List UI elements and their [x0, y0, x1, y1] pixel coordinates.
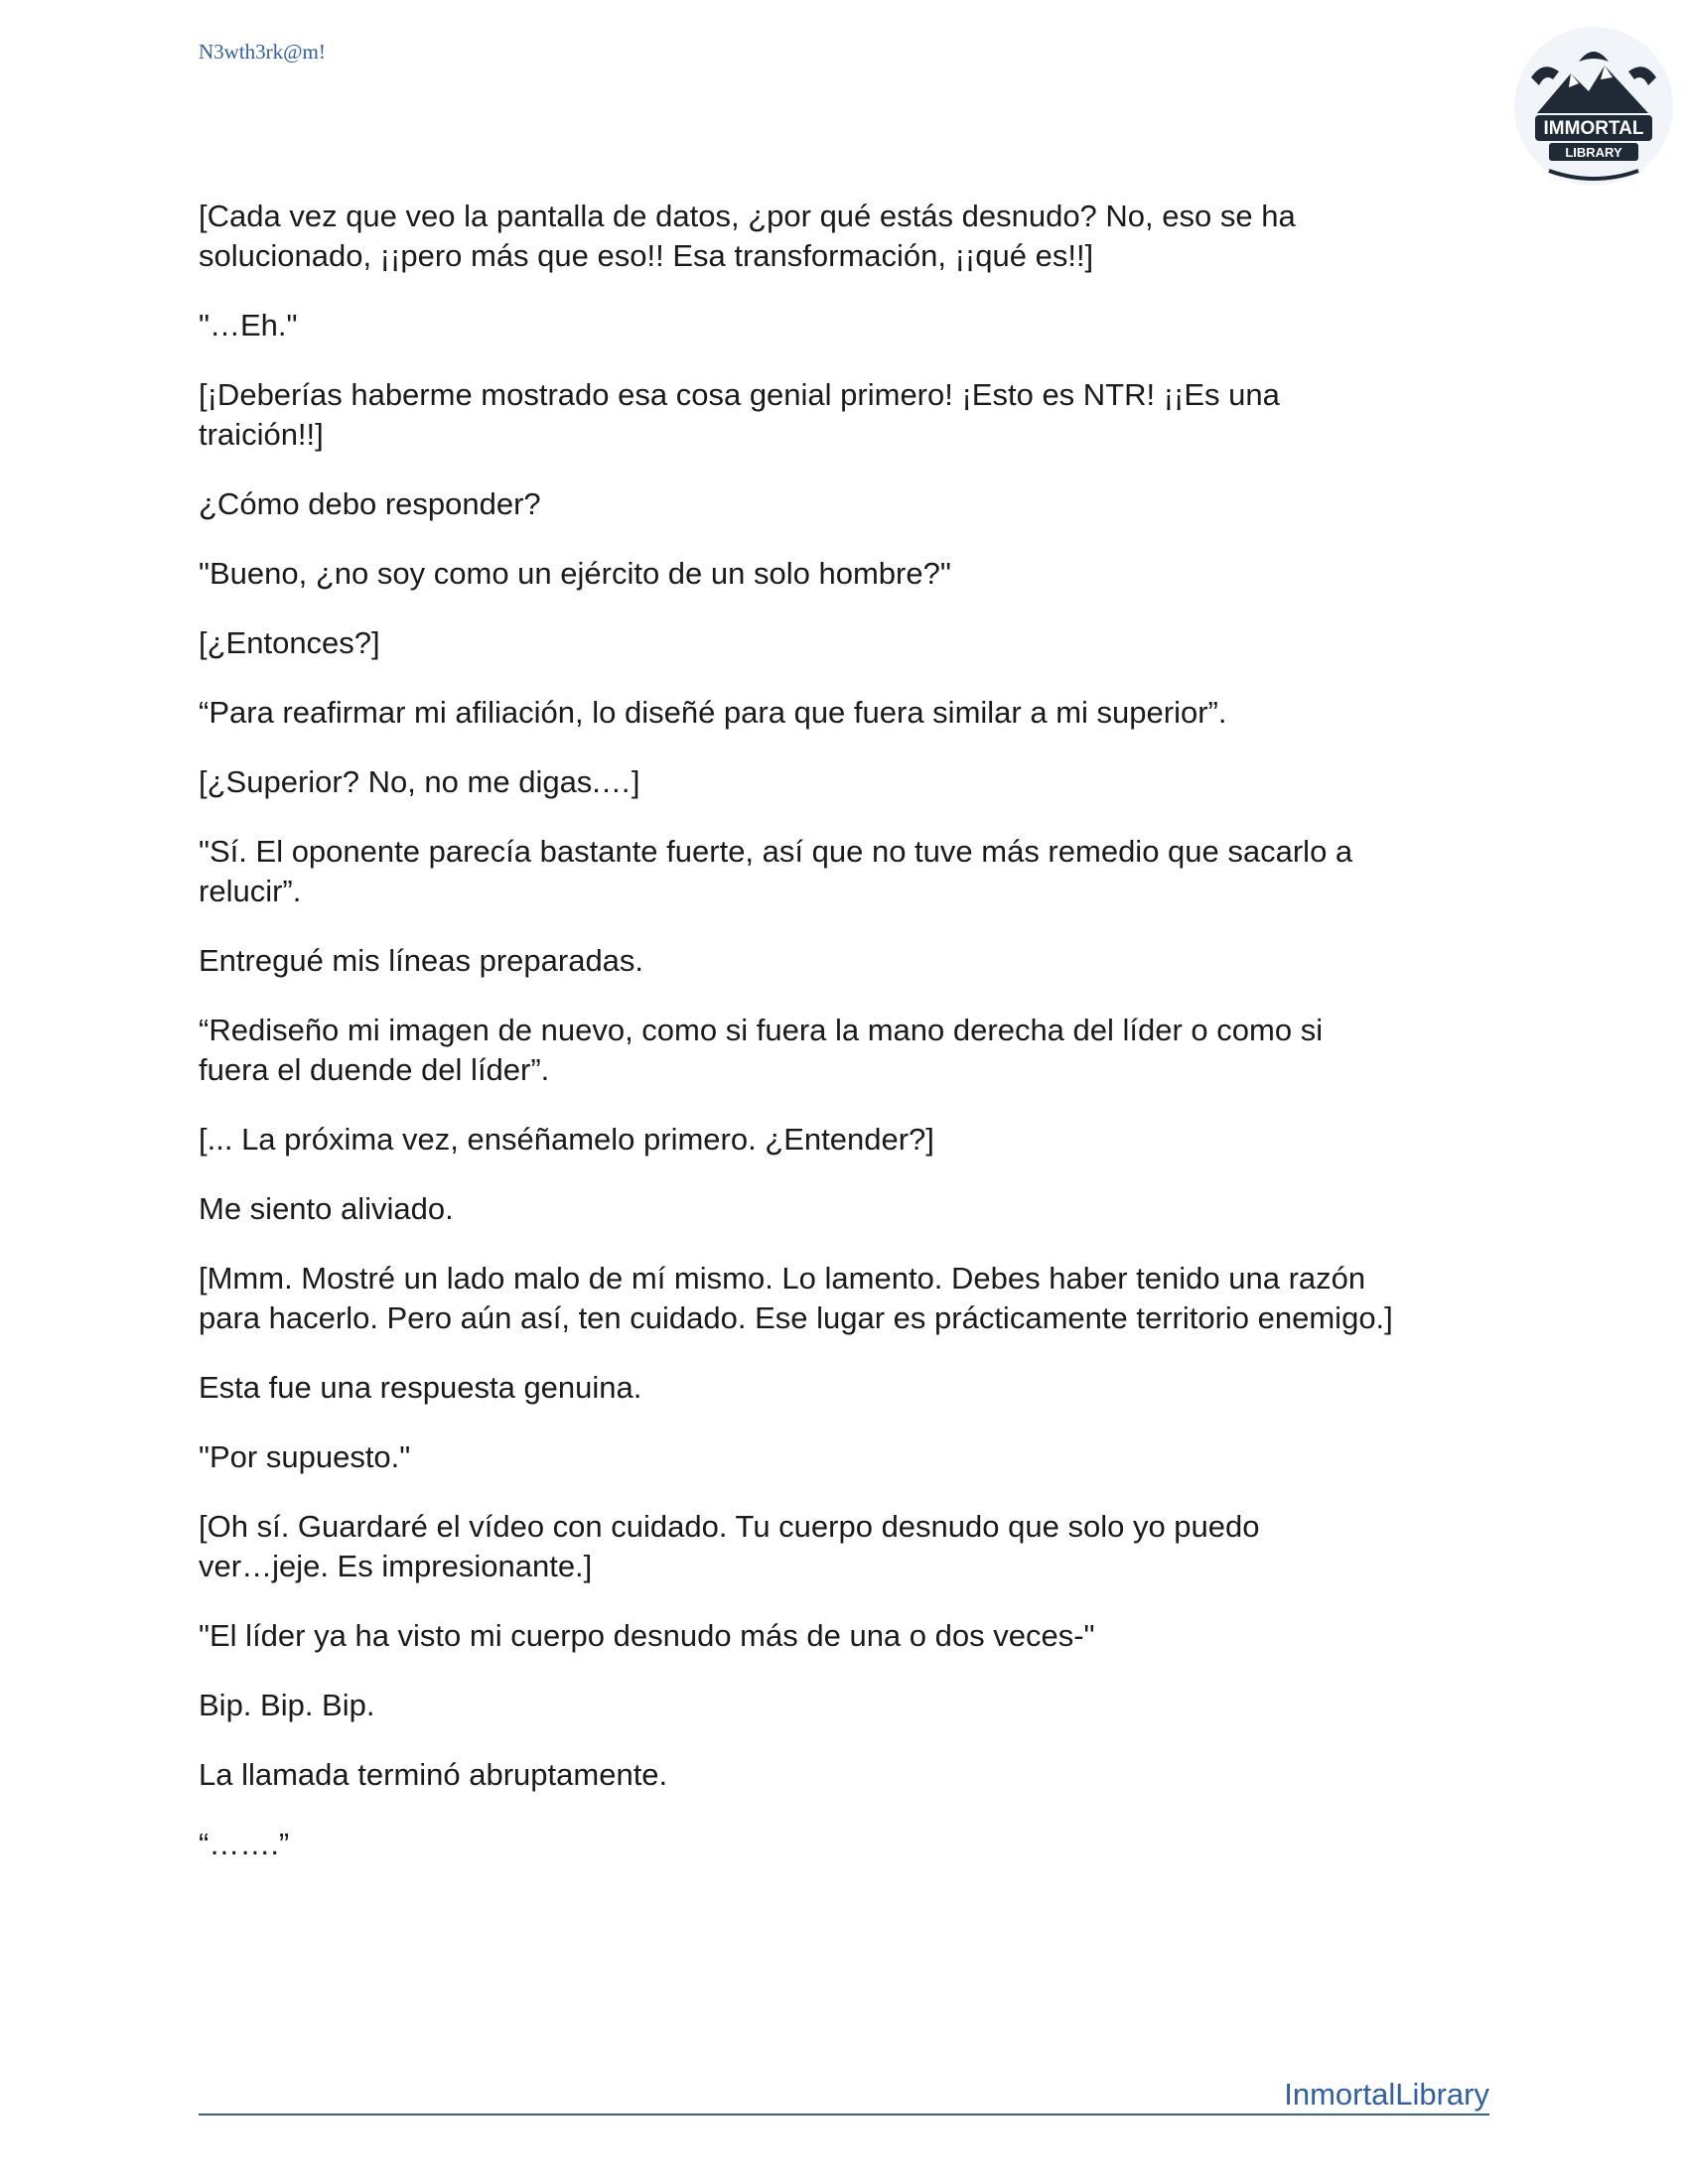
paragraph: "Bueno, ¿no soy como un ejército de un solo hombre?" [199, 556, 951, 591]
paragraph: ¿Cómo debo responder? [199, 486, 541, 521]
paragraph: "Por supuesto." [199, 1439, 411, 1474]
paragraph: [Cada vez que veo la pantalla de datos, ¿por qué estás desnudo? No, eso se ha solucionado, ¡¡pero más que eso!! Esa transformación, ¡¡qué es!!] [199, 199, 1296, 273]
paragraph: "El líder ya ha visto mi cuerpo desnudo más de una o dos veces-" [199, 1618, 1095, 1653]
paragraph: La llamada terminó abruptamente. [199, 1757, 668, 1792]
footer-link[interactable]: InmortalLibrary [1284, 2077, 1489, 2112]
paragraph: [... La próxima vez, enséñamelo primero. ¿Entender?] [199, 1122, 934, 1157]
chapter-body [199, 197, 1499, 1894]
paragraph: “…….” [199, 1827, 290, 1861]
paragraph: [¿Superior? No, no me digas.…] [199, 764, 640, 799]
paragraph: “Para reafirmar mi afiliación, lo diseñé para que fuera similar a mi superior”. [199, 695, 1227, 730]
paragraph: [Mmm. Mostré un lado malo de mí mismo. Lo lamento. Debes haber tenido una razón para hacerlo. Pero aún así, ten cuidado. Ese lugar es prácticamente territorio enemigo.] [199, 1261, 1393, 1335]
paragraph: [¡Deberías haberme mostrado esa cosa genial primero! ¡Esto es NTR! ¡¡Es una traición!!] [199, 377, 1280, 452]
immortal-library-logo [1509, 22, 1678, 191]
header-watermark: N3wth3rk@m! [199, 40, 326, 64]
logo-text-top: IMMORTAL [1543, 118, 1644, 139]
logo-text-bottom: LIBRARY [1565, 145, 1622, 160]
footer-divider [199, 2114, 1489, 2116]
paragraph: [¿Entonces?] [199, 625, 380, 660]
paragraph: Entregué mis líneas preparadas. [199, 943, 644, 978]
paragraph: Me siento aliviado. [199, 1191, 454, 1226]
paragraph: “Rediseño mi imagen de nuevo, como si fuera la mano derecha del líder o como si fuera el duende del líder”. [199, 1013, 1324, 1087]
paragraph: [Oh sí. Guardaré el vídeo con cuidado. Tu cuerpo desnudo que solo yo puedo ver…jeje. Es impresionante.] [199, 1509, 1260, 1583]
paragraph: Esta fue una respuesta genuina. [199, 1370, 642, 1405]
paragraph: Bip. Bip. Bip. [199, 1688, 375, 1722]
paragraph: "Sí. El oponente parecía bastante fuerte, así que no tuve más remedio que sacarlo a relucir”. [199, 834, 1353, 908]
paragraph: "…Eh." [199, 308, 298, 342]
